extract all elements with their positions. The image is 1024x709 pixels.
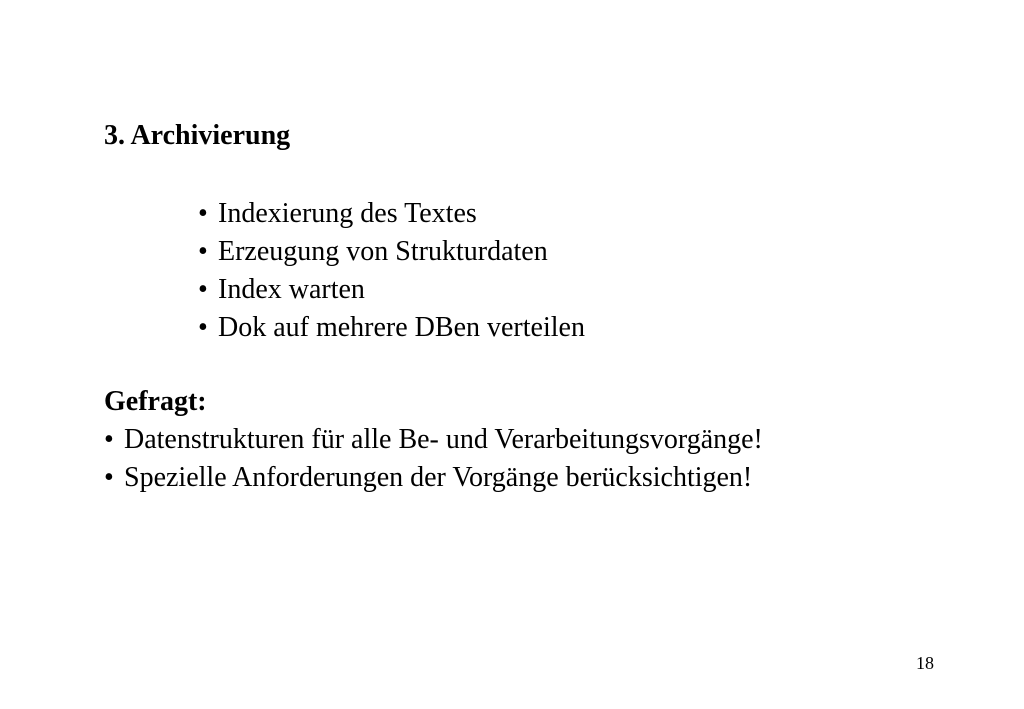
list-item (104, 421, 763, 459)
list-item-text: Dok auf mehrere DBen verteilen (218, 312, 585, 343)
list-item-text: Spezielle Anforderungen der Vorgänge berücksichtigen! (124, 462, 753, 493)
page-number: 18 (916, 653, 934, 673)
section-heading: 3. Archivierung (104, 120, 291, 151)
bullet-icon: • (198, 198, 208, 229)
list-item-text: Indexierung des Textes (218, 198, 477, 229)
bullet-icon: • (198, 236, 208, 267)
bullet-icon: • (198, 274, 208, 305)
bullet-icon: • (104, 424, 114, 455)
list-item (198, 233, 585, 271)
bullet-icon: • (104, 462, 114, 493)
list-item-text: Erzeugung von Strukturdaten (218, 236, 548, 267)
list-item (198, 271, 585, 309)
list-item (104, 459, 763, 497)
list-item (198, 309, 585, 347)
requirements-list (104, 421, 763, 497)
bullet-icon: • (198, 312, 208, 343)
list-item-text: Datenstrukturen für alle Be- und Verarbeitungsvorgänge! (124, 424, 763, 455)
archivierung-task-list (198, 195, 585, 347)
list-item (198, 195, 585, 233)
list-item-text: Index warten (218, 274, 365, 305)
gefragt-heading: Gefragt: (104, 386, 207, 417)
